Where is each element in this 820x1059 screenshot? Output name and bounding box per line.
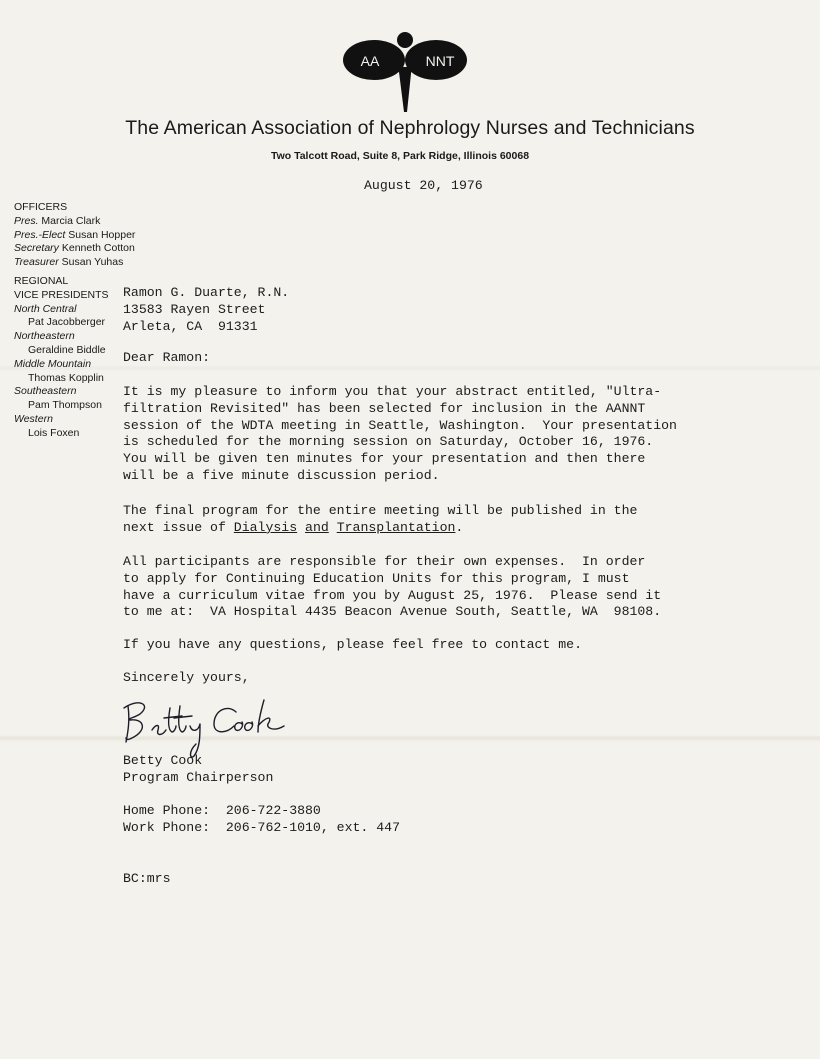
officer-name: Susan Hopper [65, 228, 136, 241]
paragraph-line: to apply for Continuing Education Units for this program, I must [123, 570, 630, 586]
region-label: Southeastern [14, 385, 77, 398]
officer-treasurer [14, 256, 124, 270]
paragraph-line: have a curriculum vitae from you by August 25, 1976. Please send it [123, 587, 662, 603]
paragraph-text: next issue of [123, 519, 234, 535]
closing: Sincerely yours, [123, 670, 250, 685]
region-label: Middle Mountain [14, 357, 92, 370]
recipient-city: Arleta, CA 91331 [123, 318, 258, 334]
logo-text-nnt: NNT [425, 53, 455, 69]
officer-name: Marcia Clark [38, 214, 101, 227]
paragraph-line: will be a five minute discussion period. [123, 467, 440, 483]
paragraph-line: session of the WDTA meeting in Seattle, Washington. Your presentation [123, 417, 677, 433]
reference-initials: BC:mrs [123, 871, 171, 886]
officer-role: Pres.-Elect [14, 228, 66, 241]
journal-title-part: and [305, 519, 329, 535]
officer-president [14, 215, 124, 229]
logo-text-aa: AA [360, 53, 380, 69]
paragraph-line: filtration Revisited" has been selected for inclusion in the AANNT [123, 400, 646, 416]
paragraph-line: The final program for the entire meeting will be published in the [123, 503, 638, 518]
rvp-heading-line2: VICE PRESIDENTS [14, 288, 109, 301]
region-vp-name: Geraldine Biddle [28, 343, 106, 356]
paragraph-line: All participants are responsible for their own expenses. In order [123, 554, 646, 569]
region-label: Western [14, 412, 53, 425]
officer-role: Pres. [14, 214, 39, 227]
aannt-logo [340, 30, 470, 120]
recipient-street: 13583 Rayen Street [123, 301, 266, 317]
officers-heading: OFFICERS [14, 201, 68, 213]
officer-role: Treasurer [14, 256, 59, 269]
salutation: Dear Ramon: [123, 350, 211, 365]
officer-role: Secretary [14, 242, 59, 255]
officer-name: Kenneth Cotton [58, 242, 135, 255]
region-vp-name: Lois Foxen [28, 426, 80, 439]
signer-title: Program Chairperson [123, 769, 274, 785]
paragraph-4: If you have any questions, please feel free to contact me. [123, 637, 582, 652]
signature-block [123, 753, 273, 787]
paragraph-3 [123, 554, 661, 621]
paragraph-line: You will be given ten minutes for your presentation and then there [123, 451, 646, 467]
work-phone: Work Phone: 206-762-1010, ext. 447 [123, 819, 400, 835]
paragraph-line [123, 520, 637, 537]
journal-title-part: Dialysis [233, 519, 298, 535]
region-vp-name: Thomas Kopplin [28, 371, 104, 384]
officer-name: Susan Yuhas [58, 256, 124, 269]
paragraph-2 [123, 503, 637, 537]
region-vp-name: Pam Thompson [28, 399, 102, 412]
paragraph-text: . [455, 519, 464, 535]
organization-name: The American Association of Nephrology Nurses and Technicians [125, 117, 695, 139]
region-label: Northeastern [14, 330, 75, 343]
rvp-heading-line1: REGIONAL [14, 274, 69, 287]
recipient-address [123, 285, 289, 335]
paragraph-1 [123, 384, 677, 485]
officer-secretary [14, 242, 135, 256]
handwritten-signature [118, 690, 308, 760]
region-vp-name: Pat Jacobberger [28, 316, 106, 329]
letter-date: August 20, 1976 [364, 178, 483, 193]
officer-president-elect [14, 228, 136, 243]
recipient-name: Ramon G. Duarte, R.N. [123, 285, 290, 300]
officers-sidebar [14, 201, 136, 441]
home-phone: Home Phone: 206-722-3880 [123, 803, 321, 818]
paragraph-line: is scheduled for the morning session on Saturday, October 16, 1976. [123, 434, 654, 450]
signer-name: Betty Cook [123, 753, 203, 768]
journal-title-part: Transplantation [336, 519, 456, 535]
organization-address: Two Talcott Road, Suite 8, Park Ridge, Illinois 60068 [270, 150, 530, 162]
region-label: North Central [14, 302, 77, 315]
phone-numbers [123, 803, 400, 837]
paragraph-line: to me at: VA Hospital 4435 Beacon Avenue South, Seattle, WA 98108. [123, 604, 662, 620]
paragraph-line: It is my pleasure to inform you that your abstract entitled, "Ultra- [123, 384, 662, 399]
